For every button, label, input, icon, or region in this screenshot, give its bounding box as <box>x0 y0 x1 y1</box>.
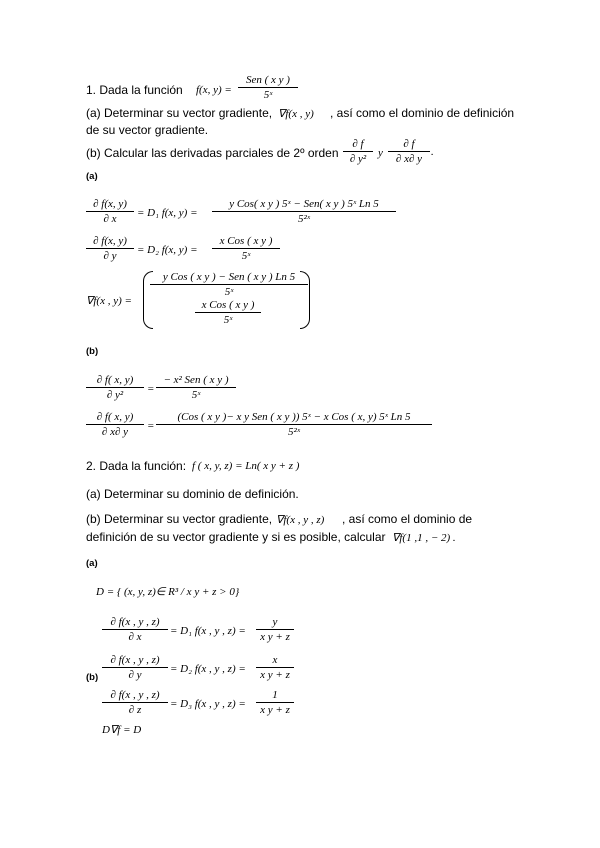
equals-sign: = <box>147 420 155 432</box>
fraction-numerator: y Cos( x y ) 5ˣ − Sen( x y ) 5ˣ Ln 5 <box>212 198 396 212</box>
second-derivative-yy-fraction <box>343 138 373 165</box>
problem-2-part-a: (a) Determinar su dominio de definición. <box>86 487 299 501</box>
function-definition-lhs: f(x, y) = <box>196 84 232 96</box>
gradient-component-2 <box>195 299 261 326</box>
partial-y-lhs-fraction <box>102 654 168 681</box>
fraction-denominator: 5²ˣ <box>288 426 300 438</box>
equals-sign: = <box>147 383 155 395</box>
gradient-lhs: ∇f(x , y) = <box>86 295 132 307</box>
fraction-numerator: ∂ f(x , y , z) <box>102 689 168 703</box>
fraction-numerator: 1 <box>256 689 294 703</box>
partial-y-rhs-fraction <box>212 235 280 262</box>
fraction-denominator: ∂ y² <box>349 153 367 165</box>
partial-x-rhs-fraction <box>212 198 396 225</box>
solution-2b-label: (b) <box>86 672 99 683</box>
fraction-denominator: x y + z <box>260 631 290 643</box>
fraction-denominator: ∂ y <box>128 669 142 681</box>
fraction-numerator: x <box>256 654 294 668</box>
gradient-component-1 <box>150 271 308 298</box>
solution-1b-label: (b) <box>86 346 99 357</box>
function-definition-fraction <box>238 74 298 101</box>
fraction-numerator: ∂ f <box>343 138 373 152</box>
problem-2-function: f ( x, y, z) = Ln( x y + z ) <box>192 460 300 472</box>
second-partial-yy-rhs <box>156 374 236 401</box>
mixed-derivative-fraction <box>388 138 430 165</box>
fraction-numerator: ∂ f( x, y) <box>86 411 144 425</box>
part-a-statement-start: (a) Determinar su vector gradiente, <box>86 106 273 120</box>
partial-y-rhs-fraction <box>256 654 294 681</box>
fraction-numerator: y <box>256 616 294 630</box>
partial-x-rhs-fraction <box>256 616 294 643</box>
second-partial-yy-lhs <box>86 374 144 401</box>
partial-x-operator: = D₁ f(x, y) = <box>137 207 198 219</box>
fraction-numerator: − x² Sen ( x y ) <box>156 374 236 388</box>
fraction-denominator: x y + z <box>260 704 290 716</box>
fraction-denominator: ∂ z <box>128 704 142 716</box>
fraction-denominator: ∂ y² <box>106 389 124 401</box>
fraction-numerator: ∂ f( x, y) <box>86 374 144 388</box>
problem-2-heading: 2. Dada la función: <box>86 459 187 473</box>
fraction-numerator: ∂ f <box>388 138 430 152</box>
mixed-partial-lhs <box>86 411 144 438</box>
fraction-numerator: y Cos ( x y ) − Sen ( x y ) Ln 5 <box>150 271 308 285</box>
partial-x-lhs-fraction <box>102 616 168 643</box>
fraction-denominator: x y + z <box>260 669 290 681</box>
fraction-numerator: ∂ f(x , y , z) <box>102 616 168 630</box>
fraction-numerator: ∂ f(x, y) <box>86 235 134 249</box>
fraction-denominator: ∂ x∂ y <box>101 426 129 438</box>
solution-2a-label: (a) <box>86 558 98 569</box>
period: . <box>431 146 434 158</box>
fraction-denominator: 5²ˣ <box>298 213 310 225</box>
part-a-statement-end: , así como el dominio de definición <box>330 106 515 120</box>
partial-y-lhs-fraction <box>86 235 134 262</box>
partial-x-operator: = D₁ f(x , y , z) = <box>170 625 246 637</box>
fraction-numerator: ∂ f(x, y) <box>86 198 134 212</box>
mixed-partial-rhs <box>156 411 432 438</box>
partial-y-operator: = D₂ f(x, y) = <box>137 244 198 256</box>
gradient-right-parenthesis <box>300 271 310 329</box>
problem-2-part-b-start: (b) Determinar su vector gradiente, <box>86 512 273 526</box>
fraction-denominator: ∂ x <box>103 213 117 225</box>
fraction-denominator: 5ˣ <box>241 250 251 262</box>
fraction-denominator: 5ˣ <box>263 89 273 101</box>
fraction-numerator: ∂ f(x , y , z) <box>102 654 168 668</box>
fraction-denominator: ∂ y <box>103 250 117 262</box>
solution-1a-label: (a) <box>86 171 98 182</box>
domain-definition: D = { (x, y, z)∈ R³ / x y + z > 0} <box>96 586 240 598</box>
problem-2-part-b-end: , así como el dominio de <box>342 512 473 526</box>
fraction-denominator: 5ˣ <box>224 286 234 298</box>
partial-z-rhs-fraction <box>256 689 294 716</box>
problem-2-part-b-line2: definición de su vector gradiente y si es posible, calcular <box>86 530 386 544</box>
fraction-numerator: (Cos ( x y )− x y Sen ( x y )) 5ˣ − x Cos ( x, y) 5ˣ Ln 5 <box>156 411 432 425</box>
fraction-denominator: 5ˣ <box>223 314 233 326</box>
fraction-numerator: Sen ( x y ) <box>238 74 298 88</box>
gradient-at-point: ∇f(1 ,1 , − 2) . <box>392 532 456 544</box>
fraction-denominator: ∂ x∂ y <box>395 153 423 165</box>
gradient-domain: D∇f = D <box>102 724 142 736</box>
conjunction: y <box>378 147 383 159</box>
fraction-denominator: 5ˣ <box>191 389 201 401</box>
fraction-numerator: x Cos ( x y ) <box>212 235 280 249</box>
partial-y-operator: = D₂ f(x , y , z) = <box>170 663 246 675</box>
fraction-denominator: ∂ x <box>128 631 142 643</box>
partial-z-operator: = D₃ f(x , y , z) = <box>170 698 246 710</box>
partial-z-lhs-fraction <box>102 689 168 716</box>
partial-x-lhs-fraction <box>86 198 134 225</box>
part-b-statement: (b) Calcular las derivadas parciales de 2º orden <box>86 146 339 160</box>
fraction-numerator: x Cos ( x y ) <box>195 299 261 313</box>
gradient-symbol: ∇f(x , y , z) <box>276 514 325 526</box>
gradient-symbol: ∇f(x , y) <box>278 108 314 120</box>
part-a-statement-line2: de su vector gradiente. <box>86 123 209 137</box>
problem-1-heading: 1. Dada la función <box>86 83 183 97</box>
